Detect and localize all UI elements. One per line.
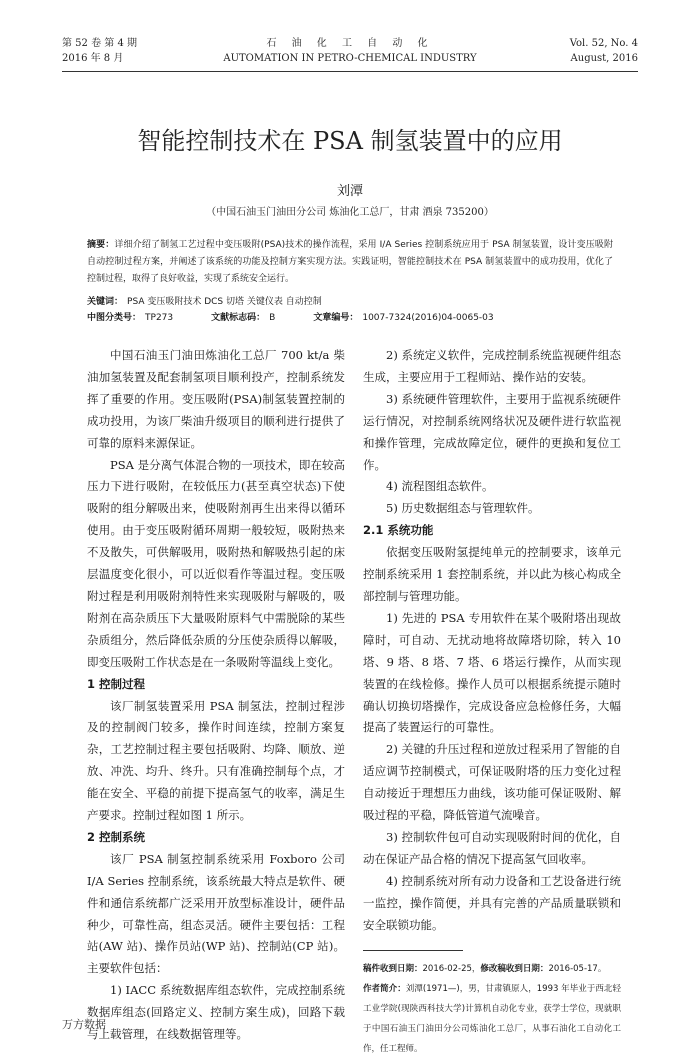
article-number-value: 1007-7324(2016)04-0065-03 (362, 313, 494, 323)
footnote-rule (363, 950, 463, 951)
abstract (87, 237, 613, 287)
issue-zh: 第 52 卷 第 4 期 (62, 38, 137, 49)
abstract-text: 详细介绍了制氢工艺过程中变压吸附(PSA)技术的操作流程，采用 I/A Series 控制系统应用于 PSA 制氢装置，设计变压吸附自动控制过程方案，并阐述了该系统的功能及控制方案实现方法。实践证明，智能控制技术在 PSA 制氢装置中的成功投用，优化了控制过程，取得了良好收益，实现了系统安全运行。 (87, 240, 613, 284)
revised-value: 2016-05-17。 (548, 964, 607, 975)
author: 刘潭 (336, 184, 363, 199)
paragraph: 5) 历史数据组态与管理软件。 (386, 501, 540, 516)
paper-title: 智能控制技术在 PSA 制氢装置中的应用 (137, 127, 563, 155)
paragraph: 该厂制氢装置采用 PSA 制氢法，控制过程涉及的控制阀门较多，操作时间连续，控制方案复杂，工艺控制过程主要包括吸附、均降、顺放、逆放、冲洗、均升、终升。只有准确控制每个点，才能在安全、平稳的前提下提高氢气的收率，满足生产要求。控制过程如图 1 所示。 (87, 698, 345, 823)
paragraph: PSA 是分离气体混合物的一项技术，即在较高压力下进行吸附，在较低压力(甚至真空状态)下使吸附的组分解吸出来，使吸附剂再生出来得以循环使用。由于变压吸附循环周期一般较短，吸附热来不及散失，可供解吸用，吸附热和解吸热引起的床层温度变化很小，可以近似看作等温过程。变压吸附过程是利用吸附剂特性来实现吸附与解吸的，吸附剂在高杂质压下大量吸附原料气中需脱除的某些杂质组分，然后降低杂质的分压使杂质得以解吸，即变压吸附工作状态是在一条吸附等温线上变化。 (87, 457, 345, 669)
doc-code-value: B (269, 313, 276, 323)
paragraph: 1) IACC 系统数据库组态软件，完成控制系统数据库组态(回路定义、控制方案生成)，回路下载与上载管理，在线数据管理等。 (87, 983, 345, 1042)
paragraph: 3) 系统硬件管理软件，主要用于监视系统硬件运行情况，对控制系统网络状况及硬件进行软监视和操作管理，完成故障定位，硬件的更换和复位工作。 (363, 391, 621, 472)
author-bio: 刘潭(1971—)，男，甘肃镇原人，1993 年毕业于西北轻工业学院(现陕西科技大学)计算机自动化专业，获学士学位，现就职于中国石油玉门油田分公司炼油化工总厂，从事石油化工自动化工作，任工程师。 (363, 984, 621, 1055)
header-right (570, 36, 638, 66)
author-bio-label: 作者简介： (363, 984, 406, 995)
keywords-label: 关键词： (87, 297, 124, 307)
paragraph: 4) 控制系统对所有动力设备和工艺设备进行统一监控，操作简便，并具有完善的产品质量联锁和安全联锁功能。 (363, 873, 621, 932)
paragraph: 4) 流程图组态软件。 (386, 479, 494, 494)
paragraph: 2) 系统定义软件，完成控制系统监视硬件组态生成，主要应用于工程师站、操作站的安装。 (363, 348, 621, 384)
article-number-label: 文章编号： (313, 313, 359, 323)
doc-code-label: 文献标志码： (211, 313, 266, 323)
date-en: August, 2016 (570, 53, 638, 64)
paragraph: 依据变压吸附氢提纯单元的控制要求，该单元控制系统采用 1 套控制系统，并以此为核心构成全部控制与管理功能。 (363, 545, 621, 603)
date-zh: 2016 年 8 月 (62, 53, 124, 64)
paragraph: 2) 关键的升压过程和逆放过程采用了智能的自适应调节控制模式，可保证吸附塔的压力变化过程自动接近于理想压力曲线，该功能可保证吸附、解吸过程的平稳，降低管道气流噪音。 (363, 742, 621, 823)
journal-zh: 石 油 化 工 自 动 化 (266, 38, 434, 49)
classification (87, 310, 613, 326)
footer-watermark: 万方数据 (62, 1018, 106, 1031)
paragraph: 3) 控制软件包可自动实现吸附时间的优化，自动在保证产品合格的情况下提高氢气回收率。 (363, 829, 621, 866)
subsection-heading: 2.1 系统功能 (363, 523, 434, 538)
body-left-column (87, 345, 345, 1046)
affiliation: （中国石油玉门油田分公司 炼油化工总厂，甘肃 酒泉 735200） (206, 207, 494, 218)
clc-label: 中图分类号： (87, 313, 142, 323)
revised-label: 修改稿收到日期： (480, 964, 549, 975)
abstract-label: 摘要： (87, 240, 115, 250)
paragraph: 该厂 PSA 制氢控制系统采用 Foxboro 公司 I/A Series 控制系统，该系统最大特点是软件、硬件和通信系统都广泛采用开放型标准设计，硬件品种少，可靠性高，组态灵活。硬件主要包括：工程站(AW 站)、操作员站(WP 站)、控制站(CP 站)。主要软件包括： (87, 851, 345, 976)
section-heading: 1 控制过程 (87, 676, 146, 691)
body-right-column (363, 345, 621, 1059)
journal-en: AUTOMATION IN PETRO-CHEMICAL INDUSTRY (223, 53, 477, 64)
header-rule (62, 71, 638, 72)
keywords (87, 294, 613, 310)
volume-en: Vol. 52, No. 4 (569, 38, 638, 49)
keywords-text: PSA 变压吸附技术 DCS 切塔 关键仪表 自动控制 (127, 297, 322, 307)
article-meta (87, 294, 613, 326)
paragraph: 1) 先进的 PSA 专用软件在某个吸附塔出现故障时，可自动、无扰动地将故障塔切除，转入 10 塔、9 塔、8 塔、7 塔、6 塔运行操作，从而实现装置的在线检修。操作人员可以根据系统提示随时确认切换切塔操作，完成设备应急检修任务，大幅提高了装置运行的可靠性。 (363, 610, 621, 735)
paragraph: 中国石油玉门油田炼油化工总厂 700 kt/a 柴油加氢装置及配套制氢项目顺利投产，控制系统发挥了重要的作用。变压吸附(PSA)制氢装置控制的成功投用，为该厂柴油升级项目的顺利进行提供了可靠的原料来源保证。 (87, 348, 345, 450)
section-heading: 2 控制系统 (87, 829, 146, 844)
footnote (363, 959, 621, 1059)
clc-value: TP273 (145, 313, 174, 323)
received-label: 稿件收到日期： (363, 964, 423, 975)
received-value: 2016-02-25， (422, 964, 481, 975)
